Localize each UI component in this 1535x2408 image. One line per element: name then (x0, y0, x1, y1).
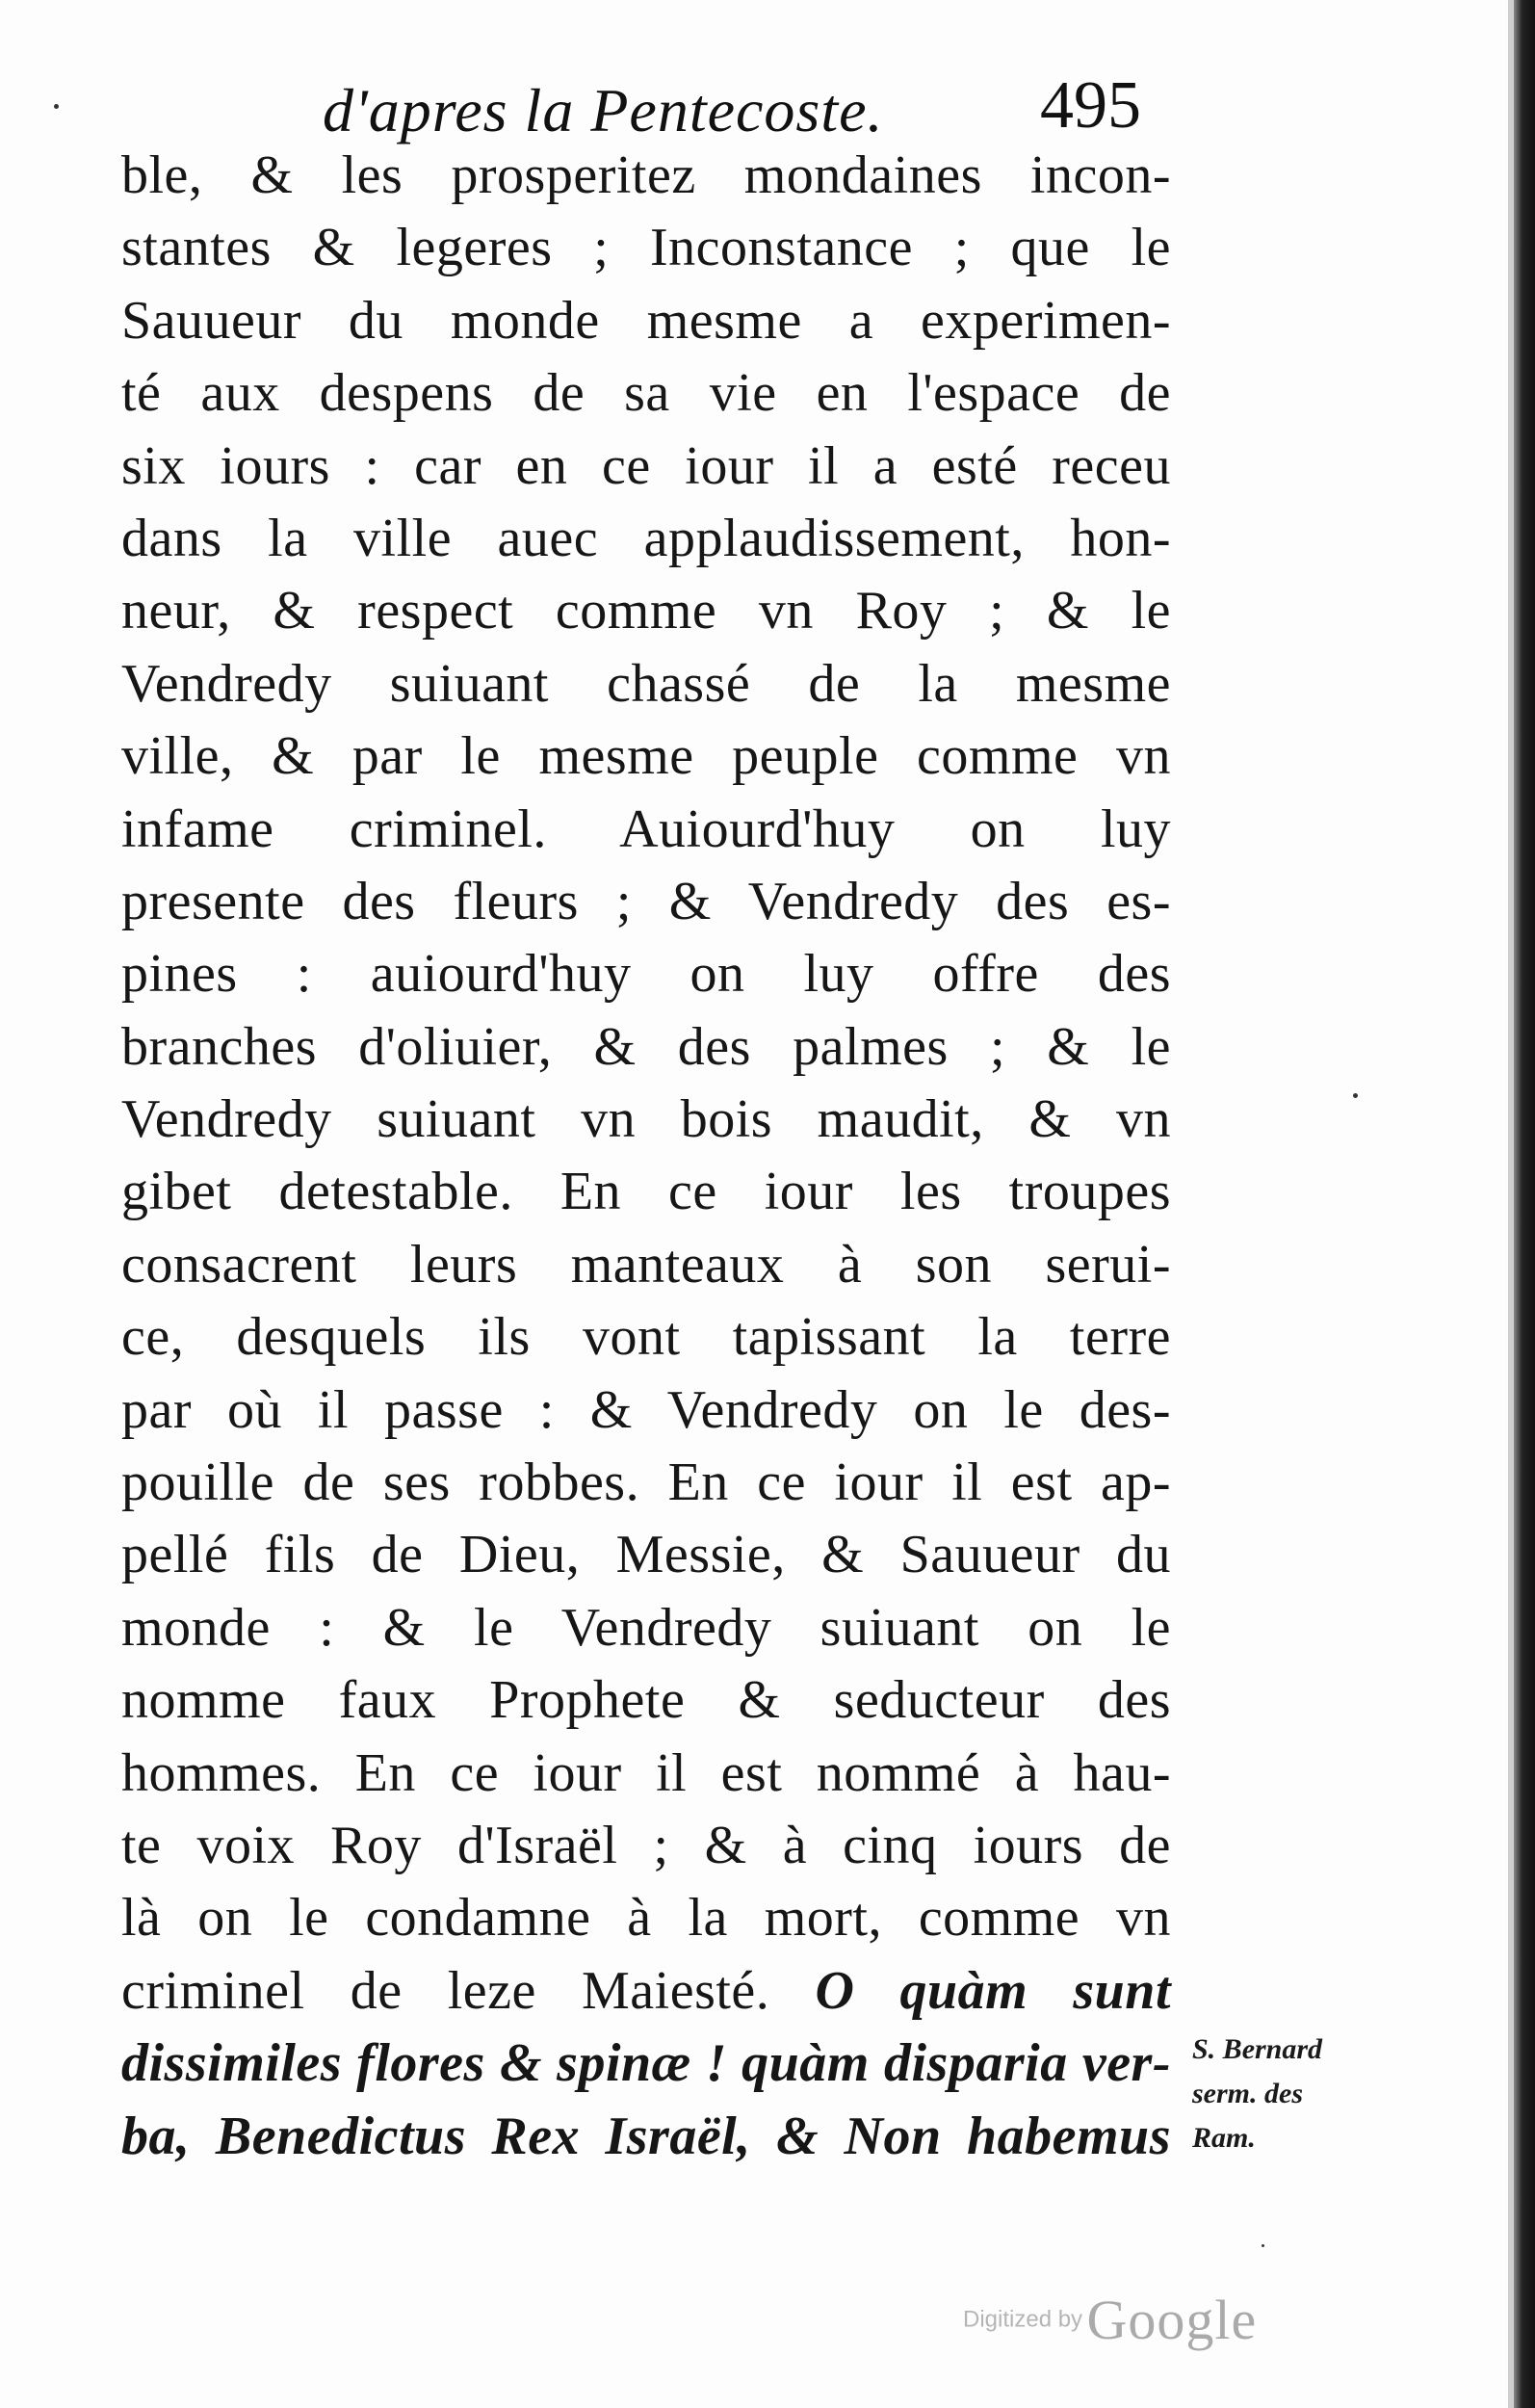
text-line: infame criminel. Auiourd'huy on luy (121, 798, 1171, 859)
text-line: te voix Roy d'Israël ; & à cinq iours de (121, 1815, 1171, 1875)
text-line: pines : auiourd'huy on luy offre des (121, 944, 1171, 1005)
running-head: d'apres la Pentecoste. (323, 76, 884, 144)
page-number: 495 (1040, 68, 1141, 143)
text-line: six iours : car en ce iour il a esté receu (121, 435, 1171, 496)
text-line: nomme faux Prophete & seducteur des (121, 1670, 1171, 1731)
text-line: là on le condamne à la mort, comme vn (121, 1888, 1171, 1949)
ink-speck (1262, 2244, 1264, 2247)
google-logo: Google (1086, 2289, 1258, 2351)
text-line: ce, desquels ils vont tapissant la terre (121, 1307, 1171, 1368)
text-line: hommes. En ce iour il est nommé à hau- (121, 1742, 1171, 1803)
text-line: Sauueur du monde mesme a experimen- (121, 290, 1171, 351)
latin-quote-start: O quàm sunt (815, 1960, 1172, 2021)
text-line: consacrent leurs manteaux à son serui- (121, 1234, 1171, 1295)
text-line: pouille de ses robbes. En ce iour il est ap- (121, 1453, 1171, 1513)
text-line: Vendredy suiuant chassé de la mesme (121, 653, 1171, 714)
body-text (121, 140, 1171, 2173)
text-line: pellé fils de Dieu, Messie, & Sauueur du (121, 1525, 1171, 1585)
text-line: té aux despens de sa vie en l'espace de (121, 363, 1171, 424)
watermark-prefix: Digitized by (963, 2306, 1083, 2333)
margin-note (1192, 2028, 1385, 2160)
text-line: monde : & le Vendredy suiuant on le (121, 1597, 1171, 1658)
text-line: dans la ville auec applaudissement, hon- (121, 508, 1171, 568)
text-line: ble, & les prosperitez mondaines incon- (121, 145, 1171, 205)
text-line-mixed (121, 1955, 1171, 2028)
text-line: gibet detestable. En ce iour les troupes (121, 1162, 1171, 1222)
text-line: Vendredy suiuant vn bois maudit, & vn (121, 1089, 1171, 1150)
text-line: stantes & legeres ; Inconstance ; que le (121, 218, 1171, 278)
text-line-roman: criminel de leze Maiesté. (121, 1960, 770, 2021)
ink-speck (54, 104, 59, 109)
margin-note-line: Ram. (1192, 2122, 1256, 2154)
text-line: branches d'oliuier, & des palmes ; & le (121, 1016, 1171, 1077)
text-line: ville, & par le mesme peuple comme vn (121, 726, 1171, 787)
text-line: presente des fleurs ; & Vendredy des es- (121, 871, 1171, 931)
margin-note-line: S. Bernard (1192, 2033, 1323, 2065)
latin-quote-line: ba, Benedictus Rex Israël, & Non habemus (121, 2106, 1171, 2166)
text-line: par où il passe : & Vendredy on le des- (121, 1379, 1171, 1440)
text-line: neur, & respect comme vn Roy ; & le (121, 581, 1171, 641)
margin-note-line: serm. des (1192, 2078, 1303, 2109)
latin-quote-line: dissimiles flores & spinæ ! quàm disparia ver- (121, 2033, 1171, 2094)
digitized-watermark (963, 2288, 1257, 2352)
ink-speck (1353, 1093, 1358, 1098)
binding-edge-dark (1514, 0, 1535, 2408)
